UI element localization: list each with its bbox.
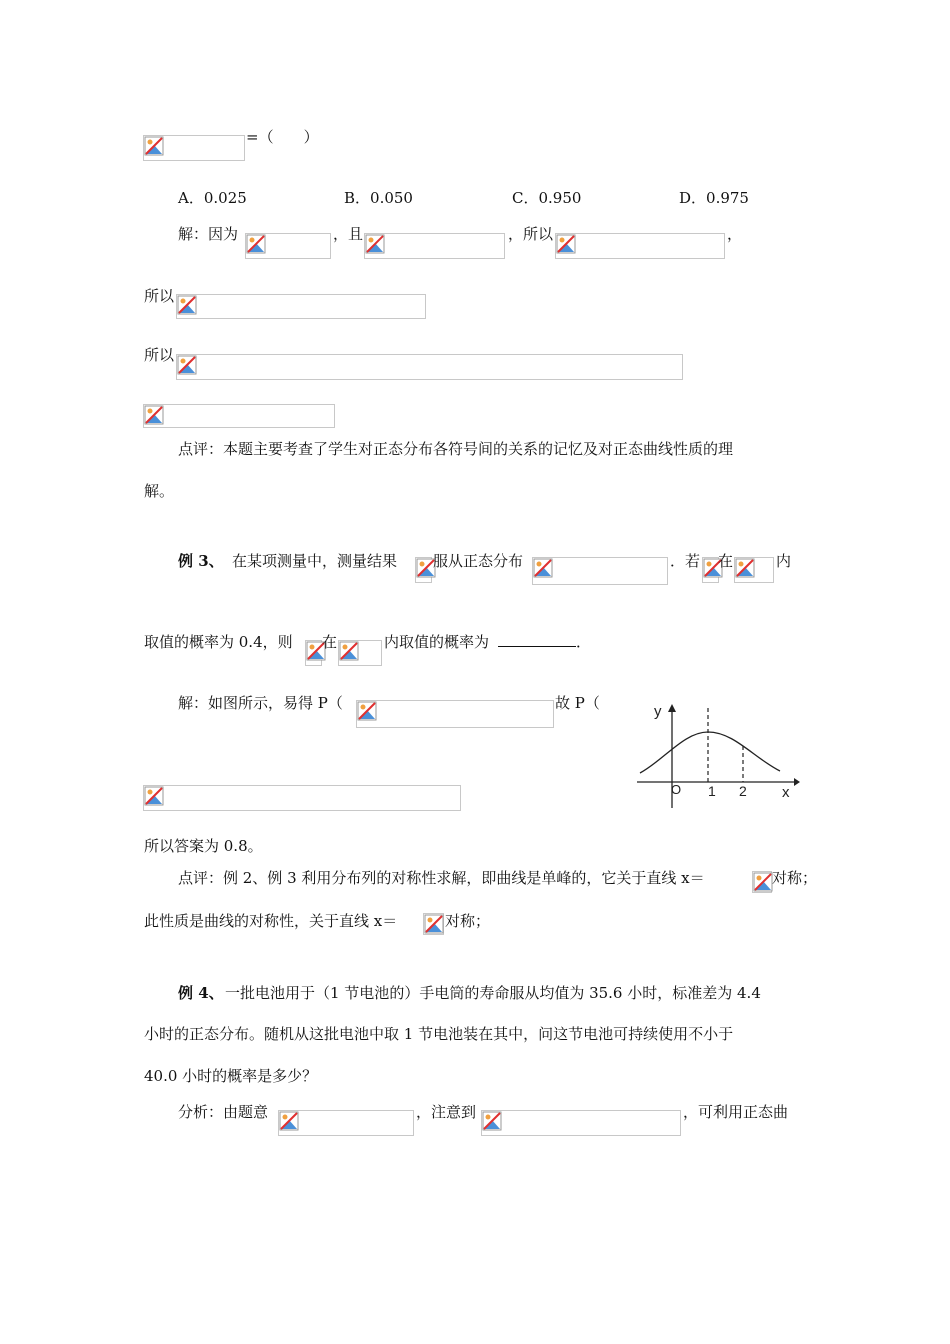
solution-intro: 解：因为: [178, 225, 239, 243]
example-3-line-2-d: ．: [576, 633, 592, 651]
option-c: C．0.950: [512, 189, 582, 207]
formula-image: [555, 233, 725, 259]
example-4-line-1: 一批电池用于（1 节电池的）手电筒的寿命服从均值为 35.6 小时，标准差为 4.4: [225, 984, 761, 1002]
analysis-4-a: 分析：由题意: [178, 1103, 269, 1121]
comment-3-line-2-b: 对称；: [445, 912, 491, 930]
formula-image: [245, 233, 331, 259]
comment-1-line-2: 解。: [144, 482, 175, 500]
option-d: D．0.975: [679, 189, 749, 207]
formula-image: [305, 640, 322, 666]
broken-image-icon: [365, 234, 385, 254]
example-3-text-a: 在某项测量中，测量结果: [232, 552, 398, 570]
example-4-line-3: 40.0 小时的概率是多少？: [144, 1067, 318, 1085]
broken-image-icon: [735, 558, 755, 578]
formula-image: [278, 1110, 414, 1136]
example-4-line-2: 小时的正态分布。随机从这批电池中取 1 节电池装在其中，问这节电池可持续使用不小于: [144, 1025, 734, 1043]
example-3-line-2-b: 在: [322, 633, 338, 651]
formula-image: [423, 913, 444, 935]
formula-image: [143, 404, 335, 428]
broken-image-icon: [246, 234, 266, 254]
example-3-text-e: 内: [776, 552, 792, 570]
answer-blank: [498, 632, 576, 652]
option-b: B．0.050: [344, 189, 413, 207]
tick-label-2: 2: [739, 783, 747, 799]
formula-image: [532, 557, 668, 585]
x-axis-label: x: [782, 784, 790, 801]
answer-3: 所以答案为 0.8。: [144, 837, 263, 855]
formula-image: [415, 557, 432, 583]
formula-image: [338, 640, 382, 666]
solution-comma: ，: [727, 225, 743, 243]
broken-image-icon: [144, 786, 164, 806]
example-3-line-2-a: 取值的概率为 0.4，则: [144, 633, 293, 651]
example-4-label: 例 4、: [178, 984, 224, 1002]
formula-image: [143, 785, 461, 811]
example-3-line-2-c: 内取值的概率为: [384, 633, 490, 651]
broken-image-icon: [533, 558, 553, 578]
formula-image: [752, 871, 772, 893]
comment-3-line-2-a: 此性质是曲线的对称性，关于直线 x＝: [144, 912, 398, 930]
solution-therefore: ，所以: [508, 225, 554, 243]
origin-label: O: [671, 782, 682, 797]
broken-image-icon: [753, 872, 773, 892]
broken-image-icon: [144, 405, 164, 425]
analysis-4-c: ，可利用正态曲: [683, 1103, 789, 1121]
formula-image: [702, 557, 719, 583]
broken-image-icon: [144, 136, 164, 156]
comment-3-line-1-a: 点评：例 2、例 3 利用分布列的对称性求解，即曲线是单峰的，它关于直线 x＝: [178, 869, 705, 887]
so-line-1: 所以: [144, 287, 175, 305]
solution-and: ，且: [333, 225, 364, 243]
broken-image-icon: [177, 295, 197, 315]
comment-3-line-1-b: 对称；: [772, 869, 818, 887]
broken-image-icon: [482, 1111, 502, 1131]
formula-image: [364, 233, 505, 259]
tick-label-1: 1: [708, 783, 716, 799]
broken-image-icon: [424, 914, 444, 934]
formula-image: [176, 354, 683, 380]
formula-image: [356, 700, 554, 728]
broken-image-icon: [279, 1111, 299, 1131]
solution-3-b: 故 P（: [555, 694, 600, 712]
question-equals: =（ ）: [246, 128, 319, 146]
formula-image: [481, 1110, 681, 1136]
example-3-label: 例 3、: [178, 552, 224, 570]
analysis-4-b: ，注意到: [416, 1103, 477, 1121]
example-3-text-d: 在: [718, 552, 734, 570]
y-axis-label: y: [654, 703, 662, 720]
solution-3-a: 解：如图所示，易得 P（: [178, 694, 343, 712]
formula-image: [176, 294, 426, 319]
broken-image-icon: [357, 701, 377, 721]
broken-image-icon: [339, 641, 359, 661]
broken-image-icon: [177, 355, 197, 375]
comment-1-line-1: 点评：本题主要考查了学生对正态分布各符号间的关系的记忆及对正态曲线性质的理: [178, 440, 734, 458]
so-line-2: 所以: [144, 346, 175, 364]
option-a: A．0.025: [178, 189, 247, 207]
broken-image-icon: [556, 234, 576, 254]
normal-curve-figure: [634, 700, 800, 810]
example-3-text-b: 服从正态分布: [433, 552, 524, 570]
example-3-text-c: ．若: [670, 552, 701, 570]
formula-image: [143, 135, 245, 161]
formula-image: [734, 557, 774, 583]
